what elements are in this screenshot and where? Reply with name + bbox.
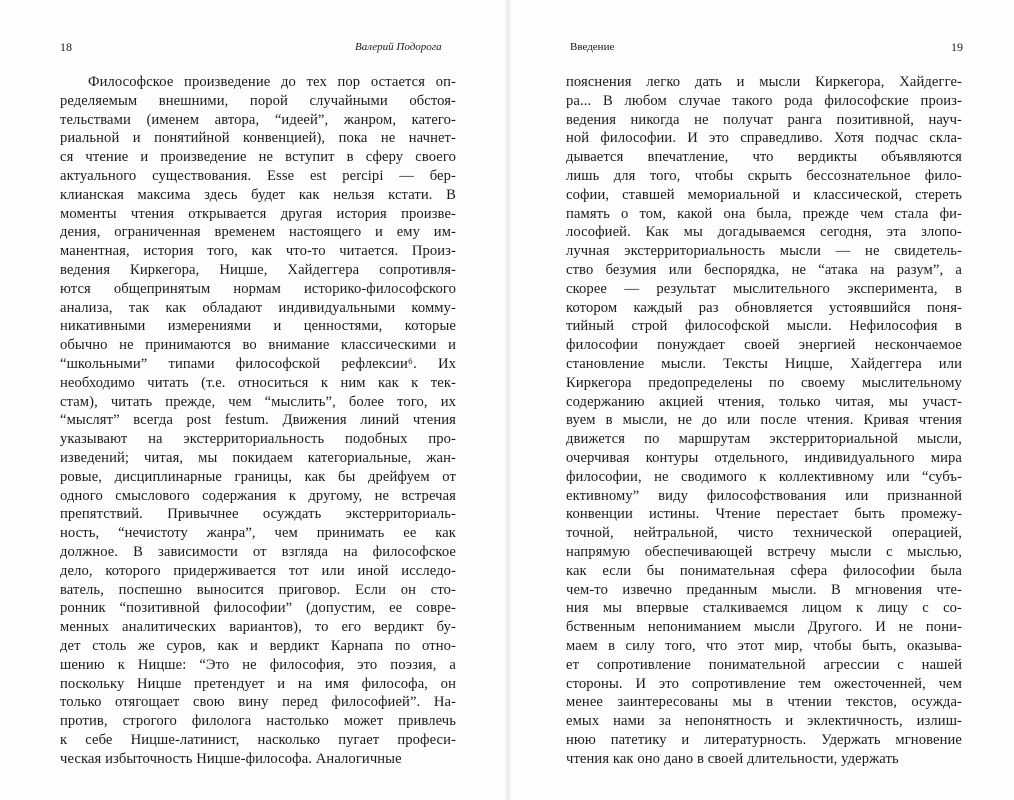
text-line: ределяемым внешними, порой случайными обстоя- (60, 92, 456, 109)
text-line: софии, ставшей мемориальной и классической, стереть (566, 186, 962, 203)
text-line: ведения Киркегора, Ницше, Хайдеггера сопротивля- (60, 261, 456, 278)
text-line: ровые, дисциплинарные границы, как бы дрейфуем от (60, 468, 456, 485)
right-page (511, 0, 1014, 800)
text-line: лучная экстерриториальность мысли — не свидетель- (566, 243, 962, 260)
text-line: указывают на экстерриториальность подобных про- (60, 431, 456, 448)
left-page-number: 18 (60, 40, 72, 54)
text-line: маем в силу того, что этот мир, чтобы быть, оказыва- (566, 637, 962, 654)
text-line: бственным непониманием мысли Другого. И не пони- (566, 619, 962, 636)
text-line: стороны. И это сопротивление тем ожесточенней, чем (566, 675, 962, 692)
text-line: очерчивая контуры отдельного, индивидуального мира (566, 449, 962, 466)
text-line: ся чтение и произведение не вступит в сферу своего (60, 149, 456, 166)
text-line: анализа, так как обладают индивидуальными комму- (60, 299, 456, 316)
text-line: пояснения легко дать и мысли Киркегора, Хайдегге- (566, 74, 962, 90)
text-line: лософией. Как мы догадываемся сегодня, эта злопо- (566, 224, 962, 241)
right-running-head: Введение (570, 41, 615, 53)
text-line: философии, не сводимого к коллективному или “субъ- (566, 468, 962, 485)
text-line: вуем в мысли, не до или после чтения. Кривая чтения (566, 412, 962, 429)
text-line: необходимо читать (т.е. относиться к ним как к тек- (60, 374, 456, 391)
text-line: емых нами за непонятность и эклектичность, излиш- (566, 713, 962, 730)
text-line: чем-то извечно преданным мысли. В мгновения чте- (566, 581, 962, 598)
text-line: против, строгого филолога настолько может привлечь (60, 713, 456, 730)
text-line: ния мы впервые сталкиваемся лицом к лицу с со- (566, 600, 962, 617)
text-line: ра... В любом случае такого рода философские произ- (566, 92, 962, 109)
text-line: дело, которого придерживается тот или иной исследо- (60, 562, 456, 579)
text-line: чтения как оно дано в своей длительности, удержать (566, 750, 899, 767)
text-line: только отягощает свою вину перед философией”. На- (60, 694, 456, 711)
text-line: ватель, поспешно выносится приговор. Если он сто- (60, 581, 456, 598)
text-line: ческая избыточность Ницше-философа. Аналогичные (60, 750, 402, 767)
left-running-head: Валерий Подорога (355, 41, 442, 53)
text-line: стам), читать прежде, чем “мыслить”, более того, их (60, 393, 456, 410)
left-page-text (60, 73, 456, 768)
text-line: никативными измерениями и ценностями, которые (60, 318, 456, 335)
text-line: шению к Ницше: “Это не философия, это поэзия, а (60, 656, 456, 673)
right-page-number: 19 (951, 40, 963, 54)
text-line: котором каждый раз обновляется устоявшийся поня- (566, 299, 962, 316)
text-line: к себе Ницше-латинист, насколько пугает професи- (60, 731, 456, 748)
text-line: дывается впечатление, что вердикты объявляются (566, 149, 962, 166)
text-line: ведения никогда не получат ранга позитивной, науч- (566, 111, 962, 128)
text-line: конвенции истины. Чтение перестает быть промежу- (566, 506, 962, 523)
text-line: ются общепринятым нормам историко-философского (60, 280, 456, 297)
text-line: препятствий. Привычнее осуждать экстерриториаль- (60, 506, 456, 523)
text-line: ективному” виду философствования или признанной (566, 487, 962, 504)
text-line: ность, “нечистоту жанра”, чем принимать ее как (60, 525, 456, 542)
text-line: тийный строй философской мысли. Нефилософия в (566, 318, 962, 335)
text-line: клианская максима здесь будет как нельзя кстати. В (60, 186, 456, 203)
text-line: как если бы понимательная сфера философии была (566, 562, 962, 579)
text-line: память о том, какой она была, прежде чем стала фи- (566, 205, 962, 222)
text-line: дения, ограниченная временем настоящего и ему им- (60, 224, 456, 241)
text-line: Киркегора предопределены по своему мыслительному (566, 374, 962, 391)
text-line: содержанию акцией чтения, только читая, мы участ- (566, 393, 962, 410)
text-line: дет столь же суров, как и вердикт Карнапа по отно- (60, 637, 456, 654)
text-line: одного смыслового содержания к другому, не встречая (60, 487, 456, 504)
text-line: ронник “позитивной философии” (допустим, ее совре- (60, 600, 456, 617)
text-line: менных аналитических вариантов), то его вердикт бу- (60, 619, 456, 636)
text-line: должное. В зависимости от взгляда на философское (60, 543, 456, 560)
text-line: движется по маршрутам экстерриториальной мысли, (566, 431, 962, 448)
text-line: актуального существования. Esse est percipi — бер- (60, 167, 456, 184)
text-line: напрямую обеспечивающей встречу мысли с мыслью, (566, 543, 962, 560)
text-line: манентная, история того, как что-то читается. Произ- (60, 243, 456, 260)
text-line: нюю патетику и литературность. Удержать мгновение (566, 731, 962, 748)
text-line: менее заинтересованы мы в чтении текстов, осужда- (566, 694, 962, 711)
text-line: обычно не принимаются во внимание классическими и (60, 337, 456, 354)
text-line: Философское произведение до тех пор остается оп- (88, 74, 456, 90)
text-line: риальной и понятийной конвенцией), пока не начнет- (60, 130, 456, 147)
left-page (0, 0, 505, 800)
text-line: становление мысли. Тексты Ницше, Хайдеггера или (566, 355, 962, 372)
text-line: “мыслят” всегда post festum. Движения линий чтения (60, 412, 456, 429)
text-line: “школьными” типами философской рефлексии⁶. Их (60, 355, 456, 372)
text-line: лишь для того, чтобы скрыть бессознательное фило- (566, 167, 962, 184)
right-page-text (566, 73, 962, 768)
text-line: изведений; читая, мы покидаем категориальные, жан- (60, 449, 456, 466)
text-line: философии понуждает своей энергией нескончаемое (566, 337, 962, 354)
text-line: тельствами (именем автора, “идеей”, жанром, катего- (60, 111, 456, 128)
text-line: точной, нейтральной, чисто технической операцией, (566, 525, 962, 542)
text-line: моменты чтения открывается другая история произве- (60, 205, 456, 222)
text-line: ной философии. И это справедливо. Хотя подчас скла- (566, 130, 962, 147)
text-line: ет сопротивление понимательной агрессии с нашей (566, 656, 962, 673)
text-line: поскольку Ницше претендует и на имя философа, он (60, 675, 456, 692)
text-line: ство безумия или беспорядка, не “атака на разум”, а (566, 261, 962, 278)
text-line: скорее — результат мыслительного эксперимента, в (566, 280, 962, 297)
